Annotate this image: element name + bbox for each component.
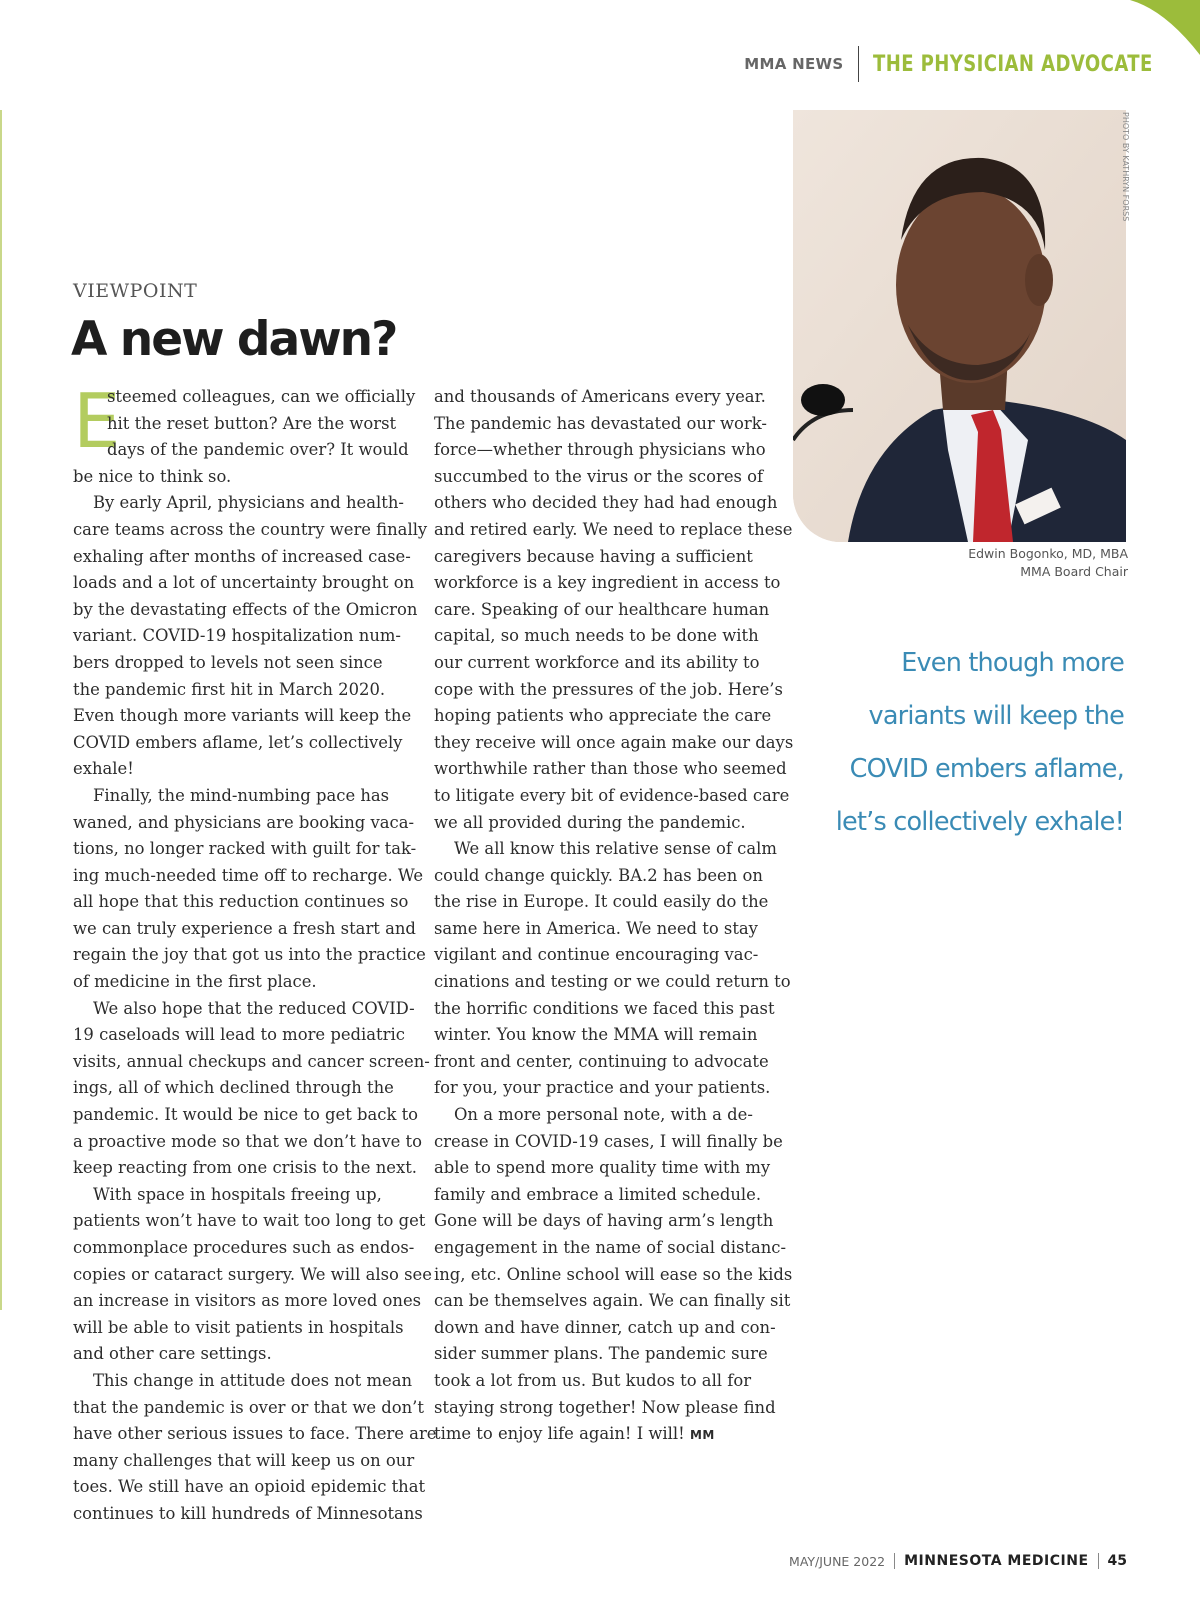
photo-credit: PHOTO BY KATHRYN FORSS	[1121, 112, 1130, 222]
body-line: Even though more variants will keep the	[73, 706, 412, 726]
body-line: be nice to think so.	[73, 466, 232, 486]
body-line: by the devastating effects of the Omicron	[73, 599, 418, 619]
body-line: and retired early. We need to replace these	[434, 519, 793, 539]
body-line: the pandemic first hit in March 2020.	[73, 679, 386, 699]
body-line: able to spend more quality time with my	[434, 1158, 771, 1178]
article-column-1	[73, 377, 437, 1528]
body-line: can be themselves again. We can finally sit	[434, 1291, 791, 1311]
body-line: ing, etc. Online school will ease so the kids	[434, 1264, 793, 1284]
body-line: pandemic. It would be nice to get back to	[73, 1105, 419, 1125]
body-line: workforce is a key ingredient in access to	[434, 573, 781, 593]
body-line: and other care settings.	[73, 1344, 272, 1364]
footer-divider	[894, 1553, 895, 1569]
body-line: By early April, physicians and health-	[93, 493, 404, 513]
body-line: a proactive mode so that we don’t have to	[73, 1131, 422, 1151]
body-line: This change in attitude does not mean	[93, 1370, 413, 1390]
body-line: keep reacting from one crisis to the next.	[73, 1158, 418, 1178]
pull-quote-line: let’s collectively exhale!	[835, 807, 1124, 837]
page-number: 45	[1107, 1553, 1127, 1569]
body-line: On a more personal note, with a de-	[454, 1105, 753, 1125]
pull-quote	[836, 637, 1124, 849]
body-line: we all provided during the pandemic.	[434, 812, 746, 832]
body-line: will be able to visit patients in hospitals	[73, 1317, 404, 1337]
body-line: COVID embers aflame, let’s collectively	[73, 732, 403, 752]
body-line: bers dropped to levels not seen since	[73, 652, 383, 672]
body-line: variant. COVID-19 hospitalization num-	[73, 626, 401, 646]
body-line: the rise in Europe. It could easily do the	[434, 892, 769, 912]
body-line: staying strong together! Now please find	[434, 1397, 776, 1417]
section-label: MMA NEWS	[744, 55, 844, 73]
article-headline: A new dawn?	[71, 312, 397, 367]
body-line: others who decided they had had enough	[434, 493, 778, 513]
photo-caption	[968, 545, 1128, 581]
body-line: engagement in the name of social distanc-	[434, 1238, 786, 1257]
body-line: days of the pandemic over? It would	[107, 440, 409, 460]
body-line: steemed colleagues, can we officially	[107, 387, 416, 406]
body-line: copies or cataract surgery. We will also see	[73, 1264, 432, 1284]
body-line: With space in hospitals freeing up,	[93, 1184, 382, 1204]
body-line: an increase in visitors as more loved ones	[73, 1291, 422, 1311]
body-line: they receive will once again make our days	[434, 732, 794, 752]
body-line: winter. You know the MMA will remain	[434, 1025, 758, 1045]
body-line: vigilant and continue encouraging vac-	[434, 945, 759, 965]
body-line: succumbed to the virus or the scores of	[434, 466, 764, 486]
article-column-2	[434, 384, 794, 1449]
article-kicker: VIEWPOINT	[73, 280, 198, 302]
drop-cap: E	[73, 377, 121, 465]
body-line: many challenges that will keep us on our	[73, 1450, 415, 1470]
body-line: The pandemic has devastated our work-	[434, 413, 767, 433]
body-line: continues to kill hundreds of Minnesotans	[73, 1503, 423, 1523]
pull-quote-line: COVID embers aflame,	[849, 754, 1124, 784]
body-line: Finally, the mind-numbing pace has	[93, 785, 390, 805]
body-line: cope with the pressures of the job. Here’s	[434, 679, 783, 699]
body-line: loads and a lot of uncertainty brought on	[73, 573, 415, 593]
body-line: ing much-needed time off to recharge. We	[73, 865, 424, 885]
body-line: caregivers because having a sufficient	[434, 546, 753, 566]
body-line: all hope that this reduction continues so	[73, 892, 409, 912]
body-line: waned, and physicians are booking vaca-	[73, 812, 415, 832]
page-footer	[789, 1553, 1127, 1569]
body-line: we can truly experience a fresh start and	[73, 918, 416, 938]
body-line: force—whether through physicians who	[434, 440, 766, 460]
body-line: ings, all of which declined through the	[73, 1078, 394, 1098]
body-line: down and have dinner, catch up and con-	[434, 1317, 776, 1337]
body-line: to litigate every bit of evidence-based care	[434, 785, 790, 805]
body-line: We also hope that the reduced COVID-	[93, 998, 415, 1018]
body-line: regain the joy that got us into the practice	[73, 945, 426, 965]
body-line: We all know this relative sense of calm	[454, 839, 777, 859]
body-line: have other serious issues to face. There are	[73, 1424, 437, 1444]
author-photo	[793, 110, 1126, 542]
header-divider	[858, 46, 860, 82]
body-line: care teams across the country were finally	[73, 519, 428, 539]
body-line: commonplace procedures such as endos-	[73, 1238, 415, 1257]
body-line: Gone will be days of having arm’s length	[434, 1211, 774, 1231]
body-line: of medicine in the first place.	[73, 972, 317, 992]
body-line: for you, your practice and your patients.	[434, 1078, 771, 1098]
body-line: the horrific conditions we faced this past	[434, 998, 775, 1018]
body-line: care. Speaking of our healthcare human	[434, 599, 770, 619]
caption-role: MMA Board Chair	[1020, 564, 1128, 579]
body-line: exhale!	[73, 759, 134, 779]
body-line: crease in COVID-19 cases, I will finally be	[434, 1131, 783, 1151]
body-line: exhaling after months of increased case-	[73, 546, 411, 566]
body-line: front and center, continuing to advocate	[434, 1051, 769, 1071]
body-line: same here in America. We need to stay	[434, 918, 758, 938]
body-line: sider summer plans. The pandemic sure	[434, 1344, 768, 1364]
body-line: family and embrace a limited schedule.	[434, 1184, 762, 1204]
body-line: our current workforce and its ability to	[434, 652, 760, 672]
body-line: visits, annual checkups and cancer screen-	[73, 1051, 430, 1071]
body-line: tions, no longer racked with guilt for tak-	[73, 839, 417, 859]
column-title: THE PHYSICIAN ADVOCATE	[873, 51, 1153, 77]
body-line: took a lot from us. But kudos to all for	[434, 1370, 752, 1390]
pull-quote-line: Even though more	[901, 648, 1124, 678]
body-line: hoping patients who appreciate the care	[434, 706, 772, 726]
body-line: and thousands of Americans every year.	[434, 387, 766, 406]
issue-date: MAY/JUNE 2022	[789, 1553, 886, 1569]
body-line: patients won’t have to wait too long to get	[73, 1211, 426, 1231]
page-header	[744, 46, 1153, 82]
end-mark: MM	[689, 1428, 715, 1443]
body-line: that the pandemic is over or that we don’t	[73, 1397, 424, 1417]
publication-name: MINNESOTA MEDICINE	[904, 1553, 1089, 1569]
pull-quote-line: variants will keep the	[868, 701, 1124, 731]
left-margin-rule	[0, 110, 2, 1310]
body-line: hit the reset button? Are the worst	[107, 413, 397, 433]
final-body-line	[434, 1421, 779, 1449]
body-line: cinations and testing or we could return to	[434, 972, 791, 992]
body-line: toes. We still have an opioid epidemic that	[73, 1477, 426, 1497]
footer-divider	[1098, 1553, 1099, 1569]
body-line: could change quickly. BA.2 has been on	[434, 865, 763, 885]
caption-name: Edwin Bogonko, MD, MBA	[968, 546, 1128, 561]
body-line: 19 caseloads will lead to more pediatric	[73, 1025, 405, 1045]
body-line: time to enjoy life again! I will!	[434, 1424, 685, 1444]
body-line: worthwhile rather than those who seemed	[434, 759, 787, 779]
body-line: capital, so much needs to be done with	[434, 626, 759, 646]
